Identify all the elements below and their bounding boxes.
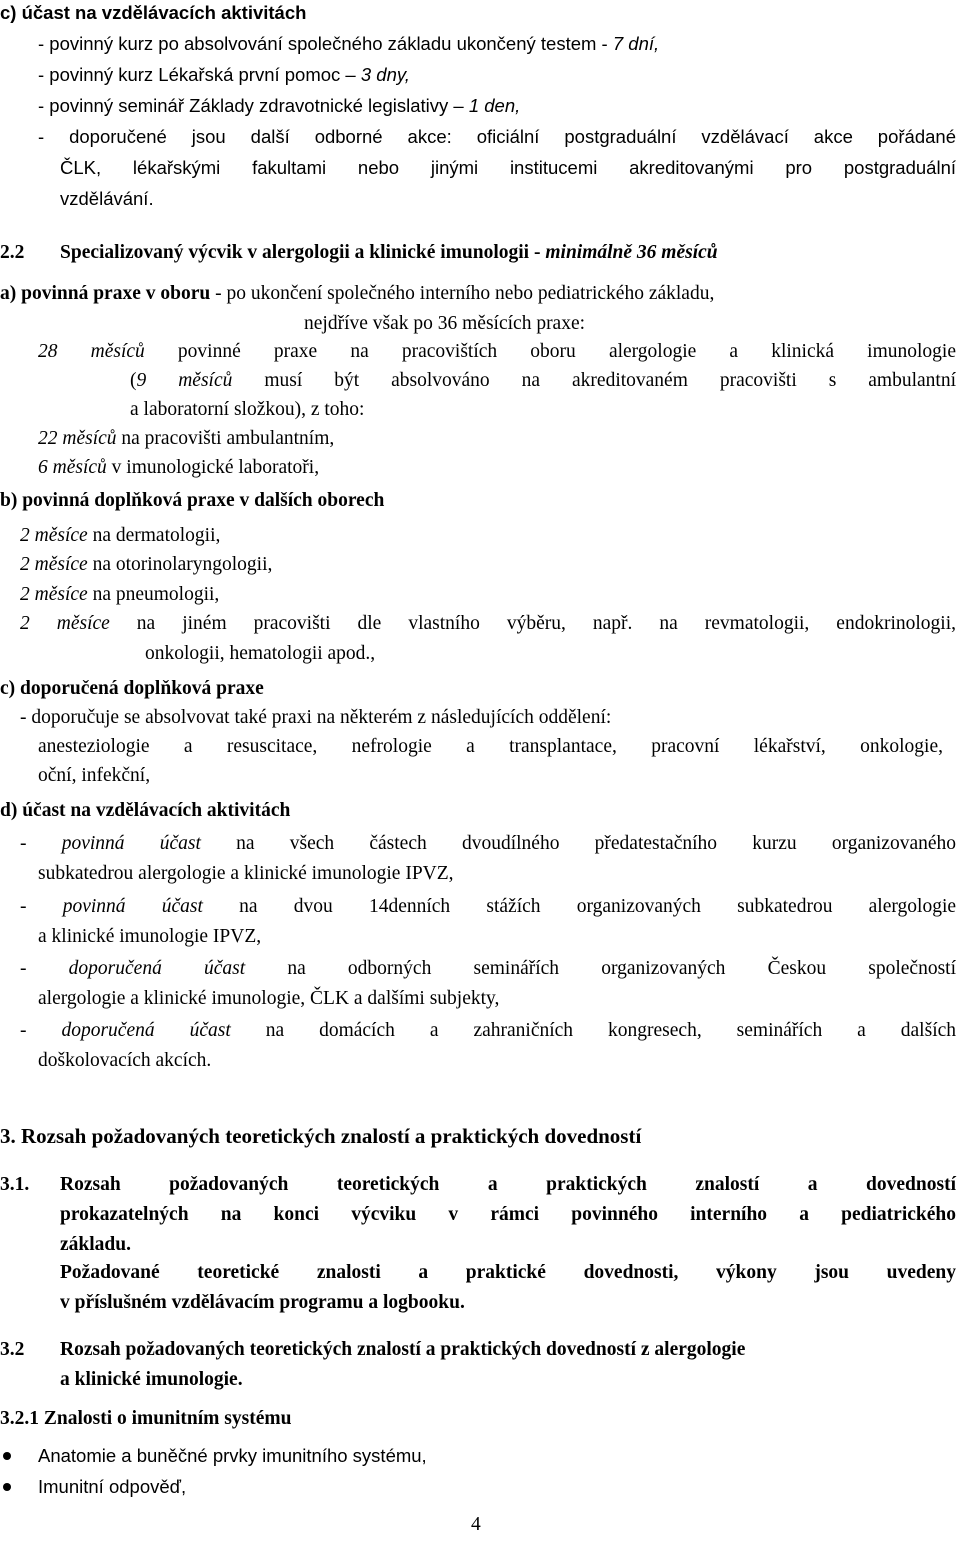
- section-3-2-line: a klinické imunologie.: [60, 1369, 243, 1390]
- page-number: 4: [471, 1514, 481, 1535]
- list-item: Imunitní odpověď,: [38, 1476, 187, 1497]
- list-item: 2 měsíce na jiném pracovišti dle vlastního výběru, např. na revmatologii, endokrinologii,: [20, 613, 956, 634]
- bullet-icon: [3, 1483, 11, 1491]
- list-item-continuation: doškolovacích akcích.: [38, 1050, 212, 1071]
- list-item: 6 měsíců v imunologické laboratoři,: [38, 457, 320, 478]
- section-3-1-line: základu.: [60, 1234, 131, 1255]
- list-item: 2 měsíce na pneumologii,: [20, 584, 220, 605]
- section-a-heading: a) povinná praxe v oboru: [0, 283, 211, 304]
- list-item-continuation: onkologii, hematologii apod.,: [145, 643, 376, 664]
- bullet-icon: [3, 1452, 11, 1460]
- paragraph-line: 28 měsíců povinné praxe na pracovištích oboru alergologie a klinická imunologie: [38, 341, 956, 362]
- list-item-continuation: subkatedrou alergologie a klinické imunologie IPVZ,: [38, 863, 454, 884]
- list-item: 22 měsíců na pracovišti ambulantním,: [38, 428, 335, 449]
- section-3-1-number: 3.1.: [0, 1174, 30, 1195]
- section-3-1-line: v příslušném vzdělávacím programu a logbooku.: [60, 1292, 465, 1313]
- section-2-2-title: Specializovaný výcvik v alergologii a klinické imunologii - minimálně 36 měsíců: [60, 242, 718, 263]
- list-item: 2 měsíce na dermatologii,: [20, 525, 221, 546]
- list-item: - doporučená účast na domácích a zahraničních kongresech, seminářích a dalších: [20, 1020, 957, 1041]
- section-3-1-line: prokazatelných na konci výcviku v rámci povinného interního a pediatrického: [60, 1204, 956, 1225]
- list-item: - doporučená účast na odborných seminářích organizovaných Českou společností: [20, 958, 957, 979]
- list-item-continuation: alergologie a klinické imunologie, ČLK a dalšími subjekty,: [38, 988, 500, 1009]
- list-item: - povinný kurz Lékařská první pomoc – 3 dny,: [38, 64, 410, 85]
- section-3-1-line: Požadované teoretické znalosti a praktické dovednosti, výkony jsou uvedeny: [60, 1262, 956, 1283]
- list-item-continuation: a klinické imunologie IPVZ,: [38, 926, 262, 947]
- section-b-heading: b) povinná doplňková praxe v dalších oborech: [0, 490, 385, 511]
- paragraph-line: (9 měsíců musí být absolvováno na akreditovaném pracovišti s ambulantní: [130, 370, 956, 391]
- section-3-1-line: Rozsah požadovaných teoretických a praktických znalostí a dovedností: [60, 1174, 956, 1195]
- list-item-continuation: ČLK, lékařskými fakultami nebo jinými institucemi akreditovanými pro postgraduální: [60, 157, 956, 178]
- list-item: - doporučuje se absolvovat také praxi na některém z následujících oddělení:: [20, 707, 612, 728]
- section-3-2-line: Rozsah požadovaných teoretických znalostí a praktických dovedností z alergologie: [60, 1339, 746, 1360]
- list-item-continuation: vzdělávání.: [60, 188, 154, 209]
- list-item-continuation: anesteziologie a resuscitace, nefrologie a transplantace, pracovní lékařství, onkologie,: [38, 736, 943, 757]
- section-c1-heading: c) účast na vzdělávacích aktivitách: [0, 2, 307, 23]
- list-item-continuation: oční, infekční,: [38, 765, 151, 786]
- paragraph-line: a laboratorní složkou), z toho:: [130, 399, 365, 420]
- section-c-heading: c) doporučená doplňková praxe: [0, 678, 264, 699]
- section-d-heading: d) účast na vzdělávacích aktivitách: [0, 800, 291, 821]
- section-2-2-number: 2.2: [0, 242, 25, 263]
- section-a-line: a) povinná praxe v oboru - po ukončení společného interního nebo pediatrického základu,: [0, 283, 715, 304]
- section-3-2-number: 3.2: [0, 1339, 25, 1360]
- section-a-line: nejdříve však po 36 měsících praxe:: [304, 313, 586, 334]
- list-item: - povinná účast na dvou 14denních stážích organizovaných subkatedrou alergologie: [20, 896, 957, 917]
- list-item: - povinná účast na všech částech dvoudílného předatestačního kurzu organizovaného: [20, 833, 957, 854]
- list-item: Anatomie a buněčné prvky imunitního systému,: [38, 1445, 427, 1466]
- list-item: - doporučené jsou další odborné akce: oficiální postgraduální vzdělávací akce pořádané: [38, 126, 956, 147]
- section-3-heading: 3. Rozsah požadovaných teoretických znalostí a praktických dovedností: [0, 1124, 642, 1148]
- list-item: - povinný seminář Základy zdravotnické legislativy – 1 den,: [38, 95, 521, 116]
- list-item: 2 měsíce na otorinolaryngologii,: [20, 554, 273, 575]
- list-item: - povinný kurz po absolvování společného základu ukončený testem - 7 dní,: [38, 33, 660, 54]
- section-3-2-1-heading: 3.2.1 Znalosti o imunitním systému: [0, 1408, 292, 1429]
